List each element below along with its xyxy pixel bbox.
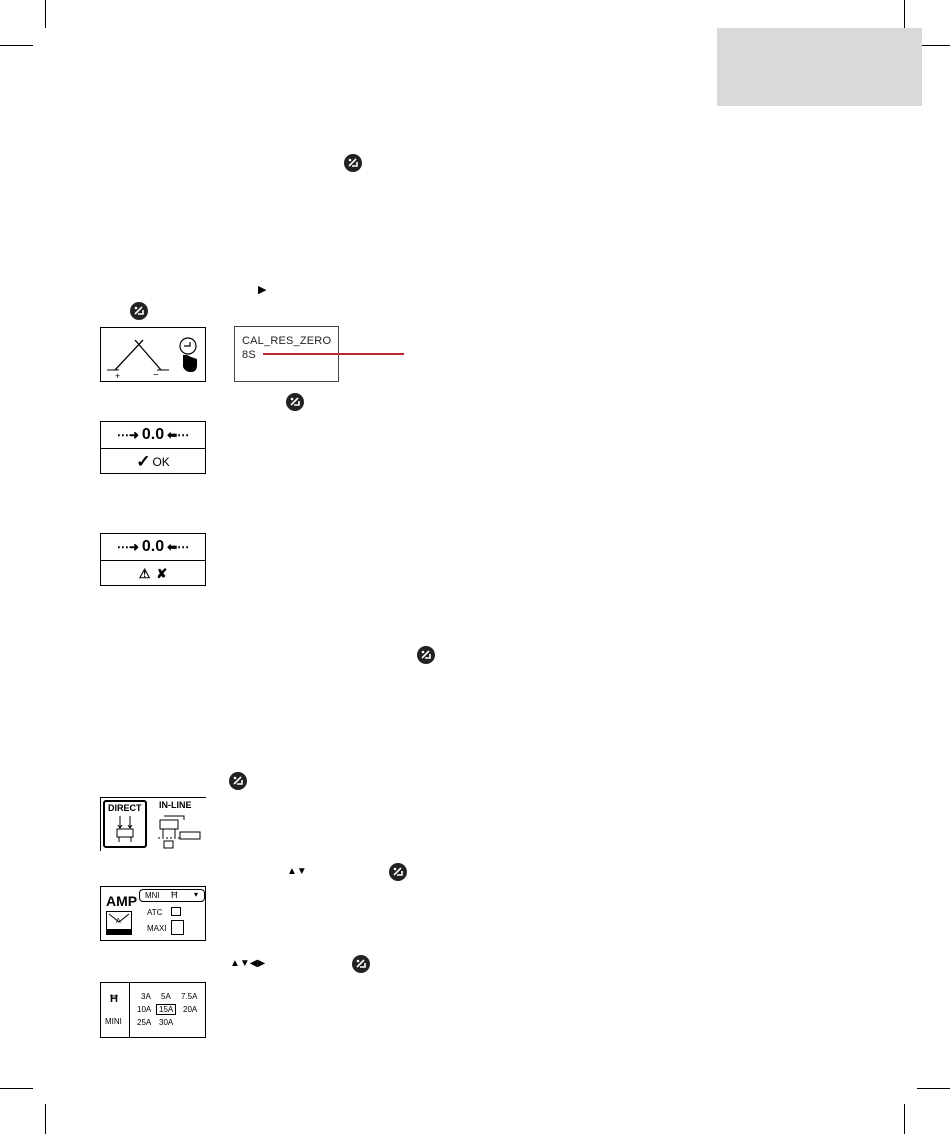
- zero-fail-display: [100, 533, 206, 586]
- crop-mark: [0, 45, 33, 46]
- up-down-arrows-icon: ▲▼: [287, 866, 307, 877]
- right-arrow-icon: ▶: [258, 284, 267, 296]
- fuse-icon: Ħ: [171, 890, 178, 900]
- meter-icon: [106, 911, 132, 935]
- touch-hand-icon: [175, 337, 201, 373]
- fuse-value: 5A: [161, 992, 171, 1001]
- crop-mark: [904, 0, 905, 28]
- fail-icon: ✘: [156, 565, 168, 581]
- cal-screen-line1: CAL_RES_ZERO: [242, 335, 332, 347]
- zero-value: 0.0: [141, 426, 165, 443]
- inline-circuit-icon: [156, 810, 206, 850]
- fuse-value-selected: 15A: [156, 1004, 176, 1015]
- fuse-type-label: MINI: [105, 1017, 122, 1026]
- svg-text:−: −: [153, 370, 159, 381]
- fuse-value: 7.5A: [181, 992, 198, 1001]
- option-atc-label: ATC: [147, 908, 163, 917]
- fuse-icon: Ħ: [110, 993, 118, 1005]
- enter-key-icon: [130, 302, 148, 320]
- crop-mark: [0, 1088, 33, 1089]
- ok-row: [101, 449, 205, 474]
- fuse-value: 25A: [137, 1018, 152, 1027]
- enter-key-icon: [389, 863, 407, 881]
- enter-key-icon: [286, 393, 304, 411]
- zero-value: 0.0: [141, 538, 165, 555]
- crop-mark: [45, 1104, 46, 1134]
- inline-label: IN-LINE: [159, 800, 192, 810]
- option-mini-label: MNI: [145, 891, 160, 900]
- enter-key-icon: [229, 772, 247, 790]
- fuse-type-divider: [129, 983, 130, 1037]
- arrow-in-icon: ⬅⋯: [167, 540, 190, 554]
- fuse-value: 30A: [159, 1018, 174, 1027]
- crop-mark: [917, 1088, 950, 1089]
- zero-ok-display: [100, 421, 206, 474]
- check-icon: ✓: [136, 451, 151, 471]
- amp-screen: [100, 886, 206, 941]
- mode-top-border: [100, 797, 206, 798]
- meter-label: A: [116, 918, 121, 925]
- zero-value-row: [101, 422, 205, 449]
- warning-icon: ⚠: [138, 565, 151, 581]
- direct-option: [103, 800, 147, 848]
- direct-label: DIRECT: [108, 803, 142, 813]
- fuse-value: 3A: [141, 992, 151, 1001]
- option-maxi-label: MAXI: [147, 924, 167, 933]
- arrow-in-icon: ⋯➜: [116, 540, 139, 554]
- fuse-maxi-icon: [171, 920, 184, 935]
- crop-mark: [904, 1104, 905, 1134]
- cal-screen-line2: 8S: [242, 349, 256, 361]
- ok-label: OK: [152, 454, 170, 469]
- fail-row: [101, 561, 205, 586]
- crop-mark: [45, 0, 46, 28]
- chevron-down-icon: ▾: [194, 890, 199, 899]
- zero-value-row: [101, 534, 205, 561]
- fuse-value: 20A: [183, 1005, 198, 1014]
- fuse-atc-icon: [171, 907, 181, 916]
- enter-key-icon: [344, 154, 362, 172]
- arrow-in-icon: ⬅⋯: [167, 428, 190, 442]
- mode-left-border: [100, 797, 101, 851]
- enter-key-icon: [417, 646, 435, 664]
- amp-option-mini: [139, 889, 205, 902]
- svg-text:+: +: [115, 371, 121, 381]
- mode-screen: [100, 797, 206, 851]
- fuse-value: 10A: [137, 1005, 152, 1014]
- meter-base: [107, 929, 131, 934]
- arrow-in-icon: ⋯➜: [116, 428, 139, 442]
- enter-key-icon: [352, 955, 370, 973]
- probe-illustration: [100, 327, 206, 382]
- fuse-rating-screen: [100, 982, 206, 1038]
- section-tab: [717, 28, 922, 106]
- all-arrows-icon: ▲▼◀▶: [230, 958, 266, 969]
- amp-title: AMP: [106, 893, 138, 909]
- callout-line: [263, 353, 404, 355]
- direct-probe-icon: [111, 815, 141, 843]
